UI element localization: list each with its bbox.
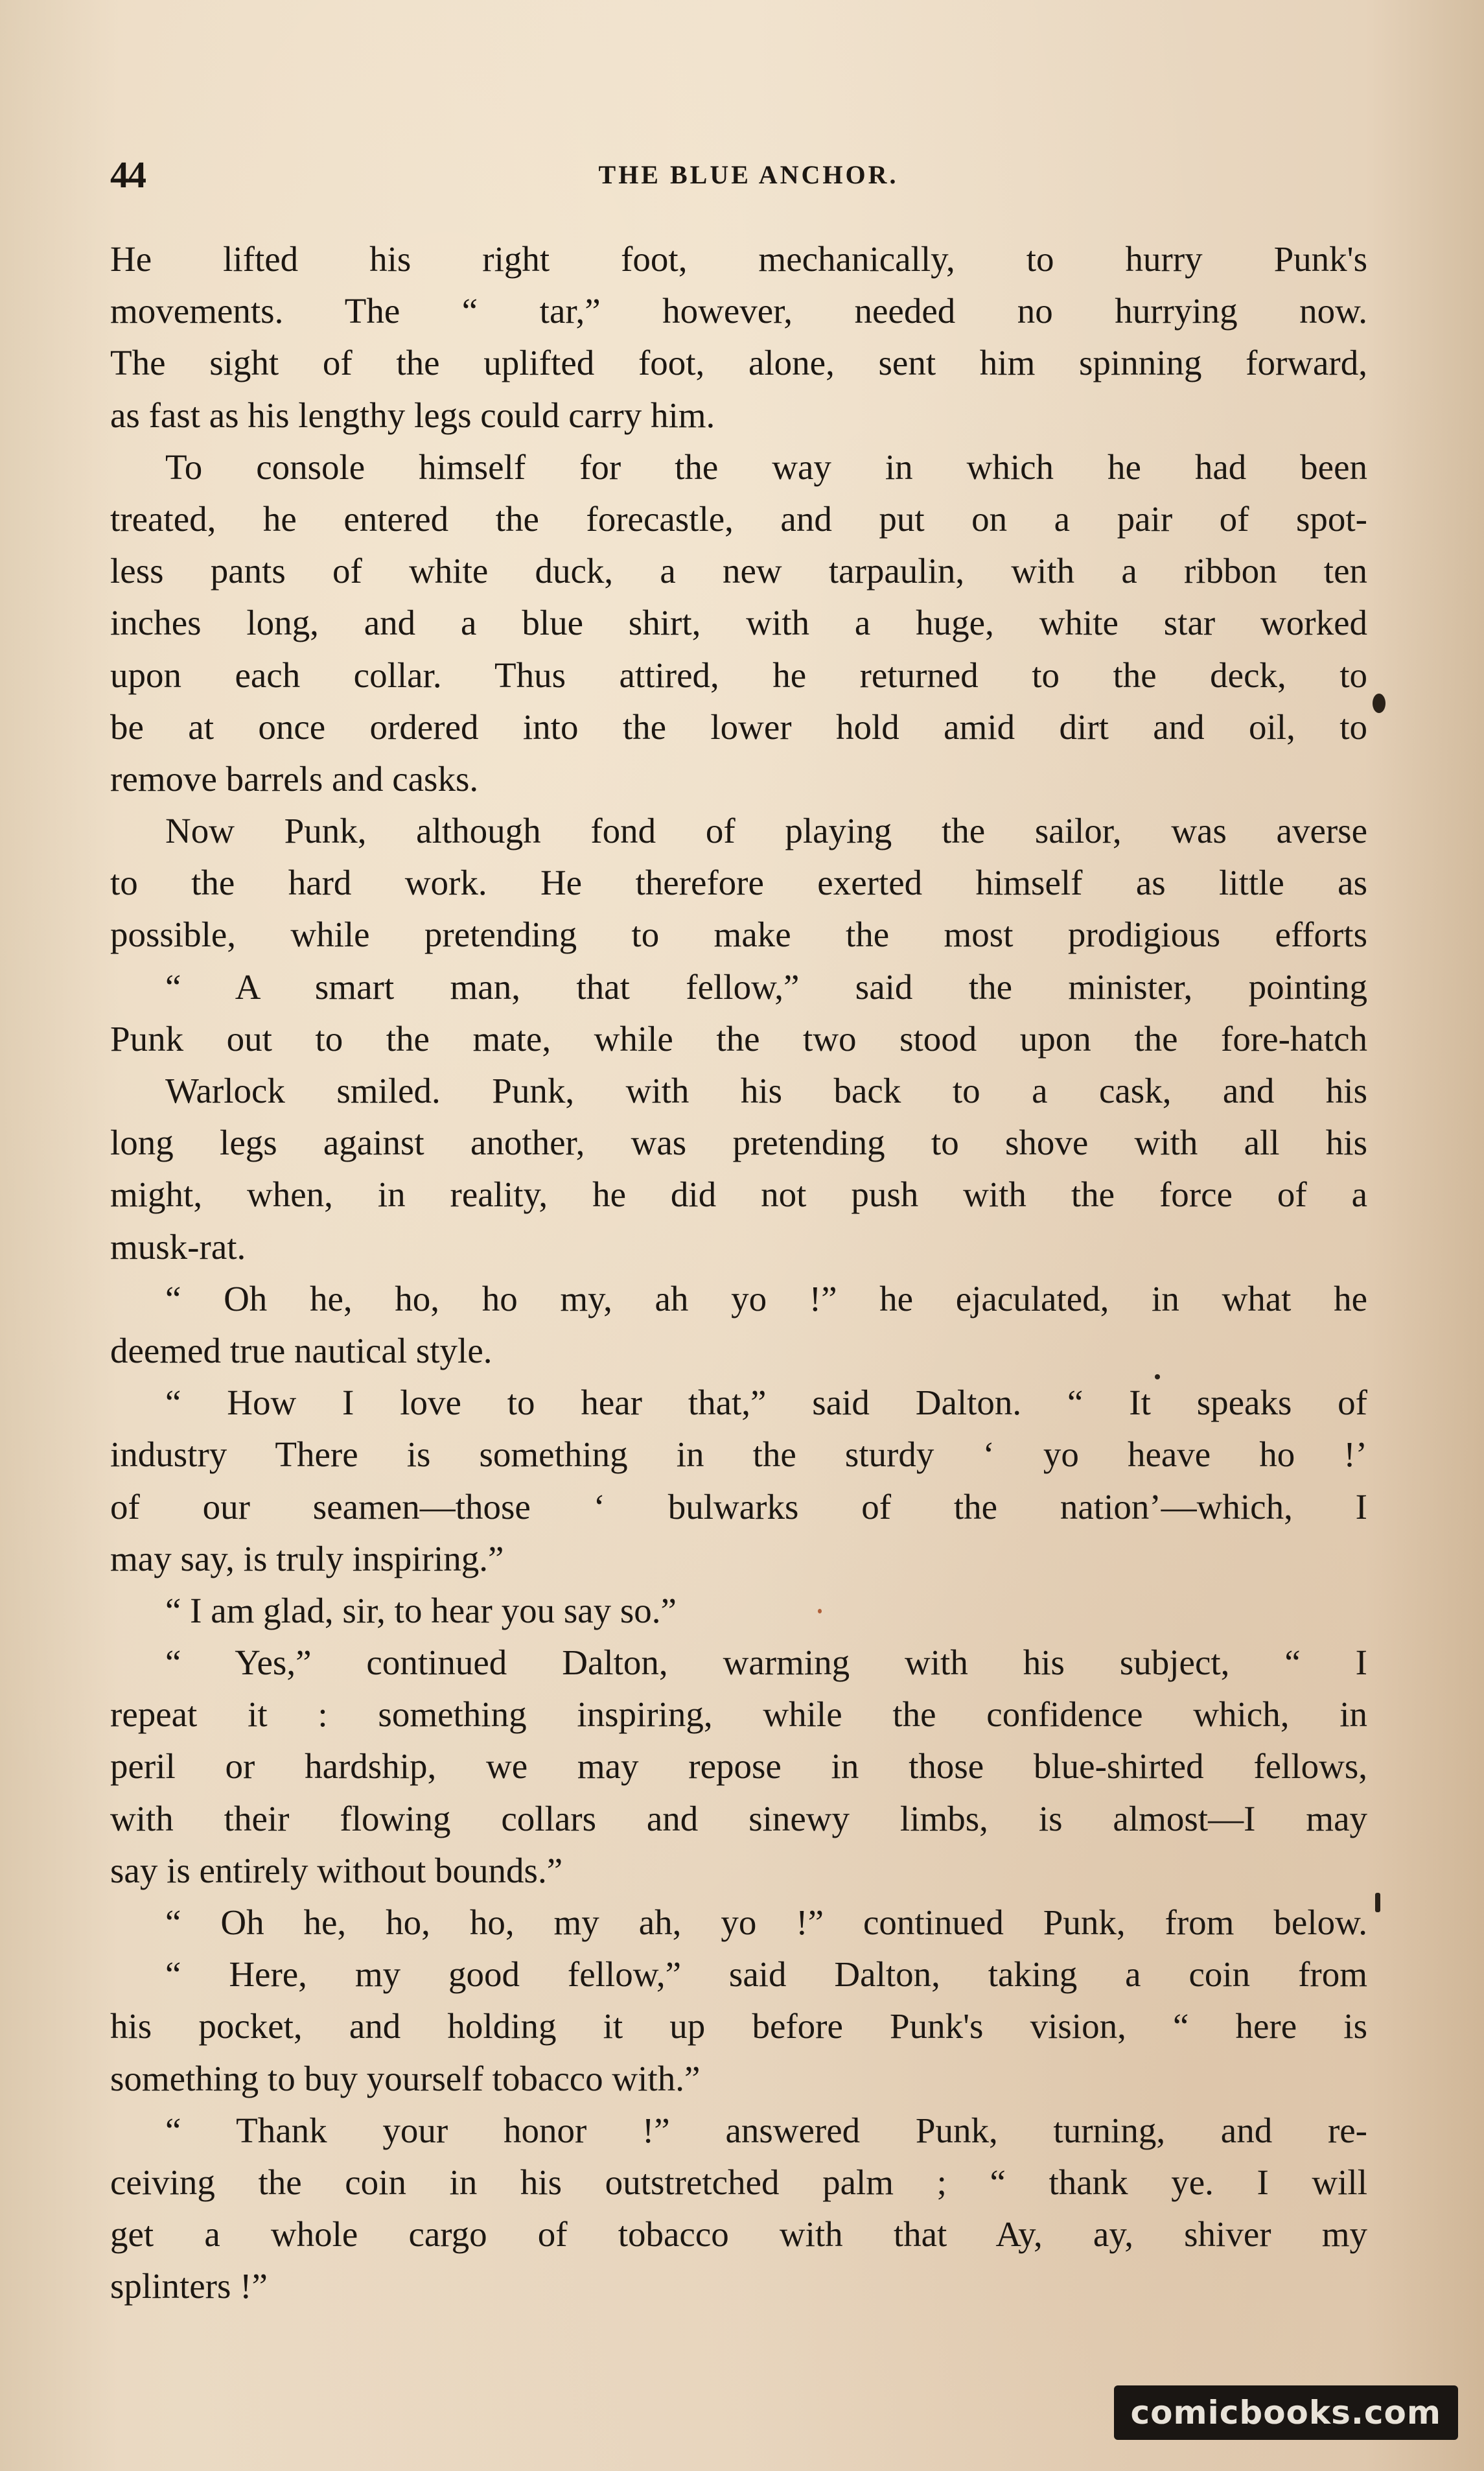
text-line: splinters !”: [110, 2266, 268, 2306]
text-line: with their flowing collars and sinewy limbs, is almost—I may: [110, 1798, 1367, 1838]
text-line: Punk out to the mate, while the two stood upon the fore-hatch: [110, 1018, 1367, 1059]
running-title: THE BLUE ANCHOR.: [598, 160, 899, 189]
text-line: as fast as his lengthy legs could carry him.: [110, 395, 715, 435]
text-line: may say, is truly inspiring.”: [110, 1538, 504, 1578]
text-line: long legs against another, was pretending to shove with all his: [110, 1123, 1367, 1163]
ink-speck: [1373, 694, 1385, 713]
text-line: might, when, in reality, he did not push with the force of a: [110, 1175, 1367, 1215]
text-line: possible, while pretending to make the most prodigious efforts: [110, 915, 1367, 955]
text-line: movements. The “ tar,” however, needed no hurrying now.: [110, 291, 1367, 331]
text-line: “ A smart man, that fellow,” said the minister, pointing: [165, 966, 1367, 1007]
text-line: treated, he entered the forecastle, and put on a pair of spot-: [110, 498, 1367, 539]
text-line: “ Thank your honor !” answered Punk, turning, and re-: [165, 2110, 1367, 2150]
text-line: his pocket, and holding it up before Punk's vision, “ here is: [110, 2006, 1367, 2046]
page-number: 44: [110, 154, 145, 196]
text-line: to the hard work. He therefore exerted himself as little as: [110, 863, 1367, 903]
text-line: “ Oh he, ho, ho, my ah, yo !” continued Punk, from below.: [165, 1903, 1367, 1942]
page-header: [110, 149, 1367, 201]
text-line: get a whole cargo of tobacco with that Ay, ay, shiver my: [110, 2214, 1367, 2254]
text-line: “ Yes,” continued Dalton, warming with his subject, “ I: [165, 1643, 1367, 1683]
text-line: deemed true nautical style.: [110, 1330, 493, 1370]
text-line: upon each collar. Thus attired, he returned to the deck, to: [110, 655, 1367, 695]
text-line: “ I am glad, sir, to hear you say so.”: [165, 1590, 677, 1630]
ink-speck: [818, 1609, 822, 1613]
text-line: The sight of the uplifted foot, alone, sent him spinning forward,: [110, 343, 1367, 383]
text-line: inches long, and a blue shirt, with a huge, white star worked: [110, 603, 1367, 643]
text-line: Now Punk, although fond of playing the sailor, was averse: [165, 811, 1367, 851]
text-line: remove barrels and casks.: [110, 758, 479, 799]
text-line: less pants of white duck, a new tarpaulin, with a ribbon ten: [110, 551, 1367, 591]
text-line: say is entirely without bounds.”: [110, 1850, 563, 1890]
text-line: repeat it : something inspiring, while the confidence which, in: [110, 1694, 1367, 1735]
ink-speck: [1155, 1374, 1160, 1379]
text-line: peril or hardship, we may repose in those blue-shirted fellows,: [110, 1746, 1367, 1786]
text-line: To console himself for the way in which he had been: [165, 447, 1367, 487]
text-body: [110, 233, 1367, 2313]
text-line: “ Here, my good fellow,” said Dalton, taking a coin from: [165, 1954, 1367, 1995]
watermark: comicbooks.com: [1114, 2385, 1458, 2440]
text-line: industry There is something in the sturdy ‘ yo heave ho !’: [110, 1435, 1367, 1475]
text-line: “ How I love to hear that,” said Dalton. “ It speaks of: [165, 1383, 1367, 1423]
text-line: Warlock smiled. Punk, with his back to a cask, and his: [165, 1071, 1367, 1110]
text-line: “ Oh he, ho, ho my, ah yo !” he ejaculated, in what he: [165, 1278, 1367, 1318]
text-line: something to buy yourself tobacco with.”: [110, 2058, 701, 2098]
text-line: ceiving the coin in his outstretched palm ; “ thank ye. I will: [110, 2162, 1367, 2202]
text-line: be at once ordered into the lower hold amid dirt and oil, to: [110, 707, 1367, 747]
ink-speck: [1375, 1893, 1380, 1912]
text-line: of our seamen—those ‘ bulwarks of the nation’—which, I: [110, 1486, 1367, 1527]
text-line: musk-rat.: [110, 1226, 246, 1267]
text-line: He lifted his right foot, mechanically, to hurry Punk's: [110, 239, 1367, 279]
